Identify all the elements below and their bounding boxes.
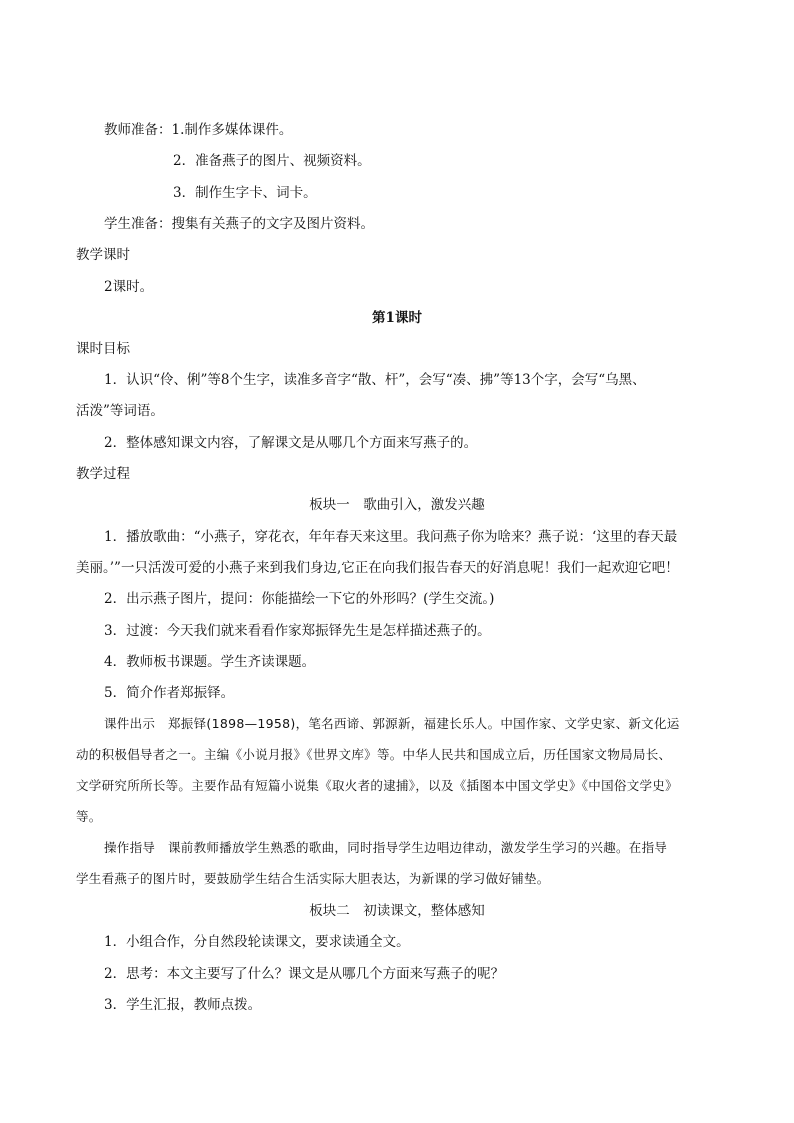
- goal-line: 活泼”等词语。: [76, 403, 164, 419]
- process-line: 2．思考：本文主要写了什么？课文是从哪几个方面来写燕子的呢？: [104, 966, 505, 982]
- guide-line: 操作指导 课前教师播放学生熟悉的歌曲，同时指导学生边唱边律动，激发学生学习的兴趣。在指导: [104, 840, 668, 855]
- lesson-title: 第1课时: [372, 310, 422, 326]
- process-line: 美丽。’”一只活泼可爱的小燕子来到我们身边,它正在向我们报告春天的好消息呢！我们一起欢迎它吧！: [76, 560, 679, 576]
- section-heading-goals: 课时目标: [76, 341, 130, 357]
- courseware-line: 等。: [76, 809, 102, 824]
- teacher-prep-item: 3．制作生字卡、词卡。: [173, 185, 317, 201]
- hours-text: 2课时。: [104, 279, 154, 295]
- courseware-line: 动的积极倡导者之一。主编《小说月报》《世界文库》等。中华人民共和国成立后，历任国家文物局局长、: [76, 747, 672, 762]
- goal-line: 1．认识“伶、俐”等8个生字，读准多音字“散、杆”，会写“凑、拂”等13个字，会写“乌黑、: [104, 372, 646, 388]
- section-heading-hours: 教学课时: [76, 247, 130, 263]
- process-line: 1．小组合作，分自然段轮读课文，要求读通全文。: [104, 934, 410, 950]
- process-line: 4．教师板书课题。学生齐读课题。: [104, 654, 316, 670]
- student-prep: 学生准备：搜集有关燕子的文字及图片资料。: [104, 216, 374, 232]
- process-line: 5．简介作者郑振铎。: [104, 685, 235, 701]
- section-heading-process: 教学过程: [76, 466, 130, 482]
- teacher-prep-label: 教师准备：: [104, 122, 172, 138]
- teacher-prep-item: 2．准备燕子的图片、视频资料。: [173, 153, 371, 169]
- teacher-prep-line: [104, 121, 292, 139]
- goal-line: 2．整体感知课文内容，了解课文是从哪几个方面来写燕子的。: [104, 435, 478, 451]
- process-line: 1．播放歌曲：“小燕子，穿花衣，年年春天来这里。我问燕子你为啥来？燕子说：‘这里的春天最: [104, 529, 678, 545]
- courseware-line: 课件出示 郑振铎(1898—1958)，笔名西谛、郭源新，福建长乐人。中国作家、文学史家、新文化运: [104, 716, 680, 731]
- courseware-line: 文学研究所所长等。主要作品有短篇小说集《取火者的逮捕》，以及《插图本中国文学史》《中国俗文学史》: [76, 778, 678, 793]
- teacher-prep-item: 1.制作多媒体课件。: [171, 122, 293, 138]
- block-title: 板块二 初读课文，整体感知: [309, 903, 485, 919]
- process-line: 3．过渡：今天我们就来看看作家郑振铎先生是怎样描述燕子的。: [104, 623, 491, 639]
- block-title: 板块一 歌曲引入，激发兴趣: [309, 497, 485, 513]
- process-line: 3．学生汇报，教师点拨。: [104, 997, 262, 1013]
- process-line: 2．出示燕子图片，提问：你能描绘一下它的外形吗？(学生交流。): [104, 591, 495, 607]
- guide-line: 学生看燕子的图片时，要鼓励学生结合生活实际大胆表达，为新课的学习做好铺垫。: [76, 871, 550, 886]
